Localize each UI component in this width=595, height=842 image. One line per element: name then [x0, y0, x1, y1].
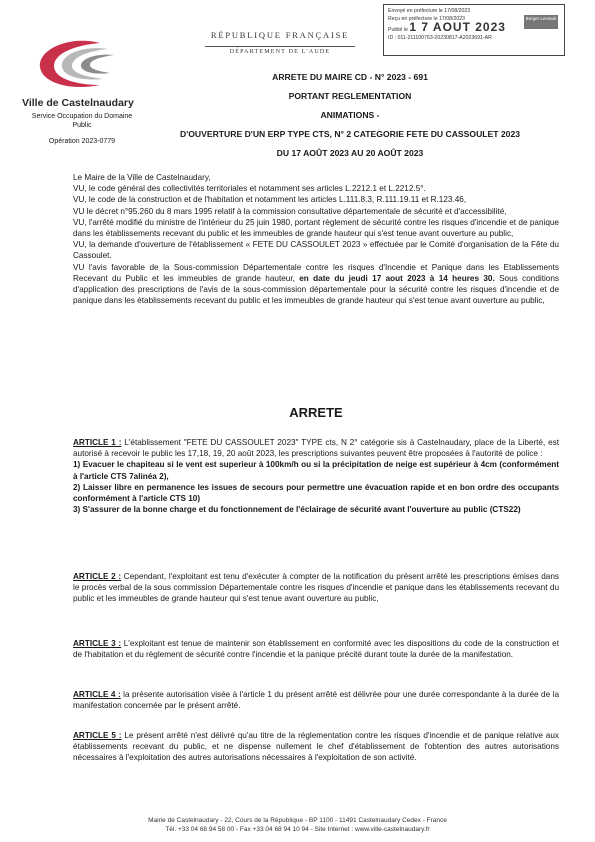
article-label: ARTICLE 4 : — [73, 690, 121, 699]
title-line: DU 17 AOÛT 2023 AU 20 AOÛT 2023 — [276, 148, 424, 158]
stamp-received: Reçu en préfecture le 17/08/2023 — [388, 16, 466, 22]
vu-clause-part: Sous conditions d'application des prescriptions de l'avis de la sous-commission départementale pour la sécurité contre les risques d'incendie et de panique dans les établissements recevant du public et les immeubles de grande hauteur qui s'est tenue avant ouverture au public, — [73, 273, 559, 306]
city-name: Ville de Castelnaudary — [22, 97, 134, 109]
stamp-id: ID : 011-211100763-20230817-A2023691-AR — [388, 35, 492, 41]
title-line: ANIMATIONS - — [320, 110, 380, 120]
stamp-published-label: Publié le — [388, 27, 408, 33]
article-text: la présente autorisation visée à l'article 1 du présent arrêté est délivrée pour une durée correspondante à la durée de la manifestation concernée par le présent arrêté. — [73, 690, 560, 711]
republic-heading: RÉPUBLIQUE FRANÇAISE — [210, 30, 350, 40]
city-logo — [30, 35, 135, 95]
vu-clause: VU, la demande d'ouverture de l'établissement « FETE DU CASSOULET 2023 » effectuée par le Comité d'organisation de la Fête du Cassoulet. — [73, 240, 559, 261]
article-label: ARTICLE 1 : — [73, 438, 122, 447]
vu-clause: VU, l'arrêté modifié du ministre de l'intérieur du 25 juin 1980, portant règlement de sécurité contre les risques d'incendie et de panique dans les établissements recevant du public et les immeubles de grande hauteur qui s'est tenue avant ouverture au public, — [73, 217, 559, 239]
title-line: D'OUVERTURE D'UN ERP TYPE CTS, N° 2 CATEGORIE FETE DU CASSOULET 2023 — [179, 129, 521, 139]
berger-levrault-logo: Berger Levrault — [524, 15, 558, 29]
article-2 — [73, 571, 559, 605]
article-3 — [73, 638, 559, 660]
article-label: ARTICLE 3 : — [73, 639, 122, 648]
article-text: L'établissement "FETE DU CASSOULET 2023" TYPE cts, N 2° catégorie sis à Castelnaudary, place de la Liberté, est autorisé à recevoir le public les 17,18, 19, 20 août 2023, les prescriptions suivantes peuvent être proposées à l'autorité de police : — [73, 438, 560, 459]
article-text: Cependant, l'exploitant est tenu d'exécuter à compter de la notification du présent arrêté les prescriptions émises dans le procès verbal de la sous commission Départementale contre les risques d'incendie et panique dans les établissements recevant du public et les immeubles de grande hauteur qui s'est tenue avant ouverture au public, — [73, 572, 559, 604]
prescription-item: 1) Evacuer le chapiteau si le vent est superieur à 100km/h ou si la précipitation de neige est supérieur à 4cm (conformément à l'article CTS 7alinéa 2), — [73, 460, 559, 481]
prescription-item: 2) Laisser libre en permanence les issues de secours pour permettre une évacuation rapide et en bon ordre des occupants conformément à l'article CTS 10) — [73, 482, 559, 504]
page-footer — [60, 817, 535, 834]
decree-title — [150, 68, 550, 163]
article-4 — [73, 689, 559, 711]
title-line: PORTANT REGLEMENTATION — [288, 91, 412, 101]
vu-clause-date: en date du jeudi 17 aout 2023 à 14 heures 30. — [299, 273, 495, 283]
vu-clause — [73, 262, 559, 307]
footer-contact: Tél. +33 04 68 94 58 00 - Fax +33 04 68 94 10 94 - Site Internet : www.ville-castelnaudary.fr — [165, 825, 430, 833]
vu-clause: VU, le code de la construction et de l'habitation et notamment les articles L.111.8.3, R.111.19.11 et R.123.46, — [73, 195, 467, 205]
article-text: Le présent arrêté n'est délivré qu'au titre de la réglementation contre les risques d'incendie et de panique relative aux établissements recevant du public, et ne dispense nullement le chef d'établissement de l'obtention des autres autorisations nécessaires à l'exploitation des autres autorisations nécessaires à l'exploitation de son activité. — [73, 731, 559, 763]
preamble — [73, 172, 559, 306]
prefecture-stamp — [383, 4, 565, 56]
preamble-intro: Le Maire de la Ville de Castelnaudary, — [73, 173, 211, 182]
arrete-heading: ARRETE — [289, 405, 343, 420]
vu-clause: VU, le code général des collectivités territoriales et notamment ses articles L.2212.1 et L.2212.5°. — [73, 184, 426, 194]
stamp-published-date: 1 7 AOUT 2023 — [409, 20, 506, 34]
article-label: ARTICLE 5 : — [73, 731, 122, 740]
article-text: L'exploitant est tenue de maintenir son établissement en conformité avec les dispositions du code de la construction et de l'habitation et du règlement de sécurité contre l'incendie et la panique précité durant toute la durée de la manifestation. — [73, 639, 560, 660]
stamp-sent: Envoyé en préfecture le 17/08/2023 — [388, 8, 471, 14]
footer-address: Mairie de Castelnaudary - 22, Cours de la République - BP 1100 - 11491 Castelnaudary Cedex - France — [148, 817, 447, 824]
article-label: ARTICLE 2 : — [73, 572, 122, 581]
article-5 — [73, 730, 559, 764]
title-line: ARRETE DU MAIRE CD - N° 2023 - 691 — [272, 72, 428, 82]
operation-number: Opération 2023-0779 — [48, 138, 116, 145]
prescription-item: 3) S'assurer de la bonne charge et du fonctionnement de l'éclairage de sécurité avant l'ouverture au public (CTS22) — [73, 505, 521, 515]
vu-clause: VU le décret n°95.260 du 8 mars 1995 relatif à la commission consultative départementale de sécurité et d'accessibilité, — [73, 206, 507, 216]
departement-heading: DÉPARTEMENT DE L'AUDE — [205, 46, 355, 55]
vu-clause-part: VU l'avis favorable de la Sous-commission Départementale contre les risques d'Incendie et Panique dans les Etablissements Recevant du Public et les immeubles de grande hauteur, — [73, 262, 559, 283]
service-name: Service Occupation du Domaine Public — [31, 113, 133, 129]
article-1 — [73, 437, 559, 515]
